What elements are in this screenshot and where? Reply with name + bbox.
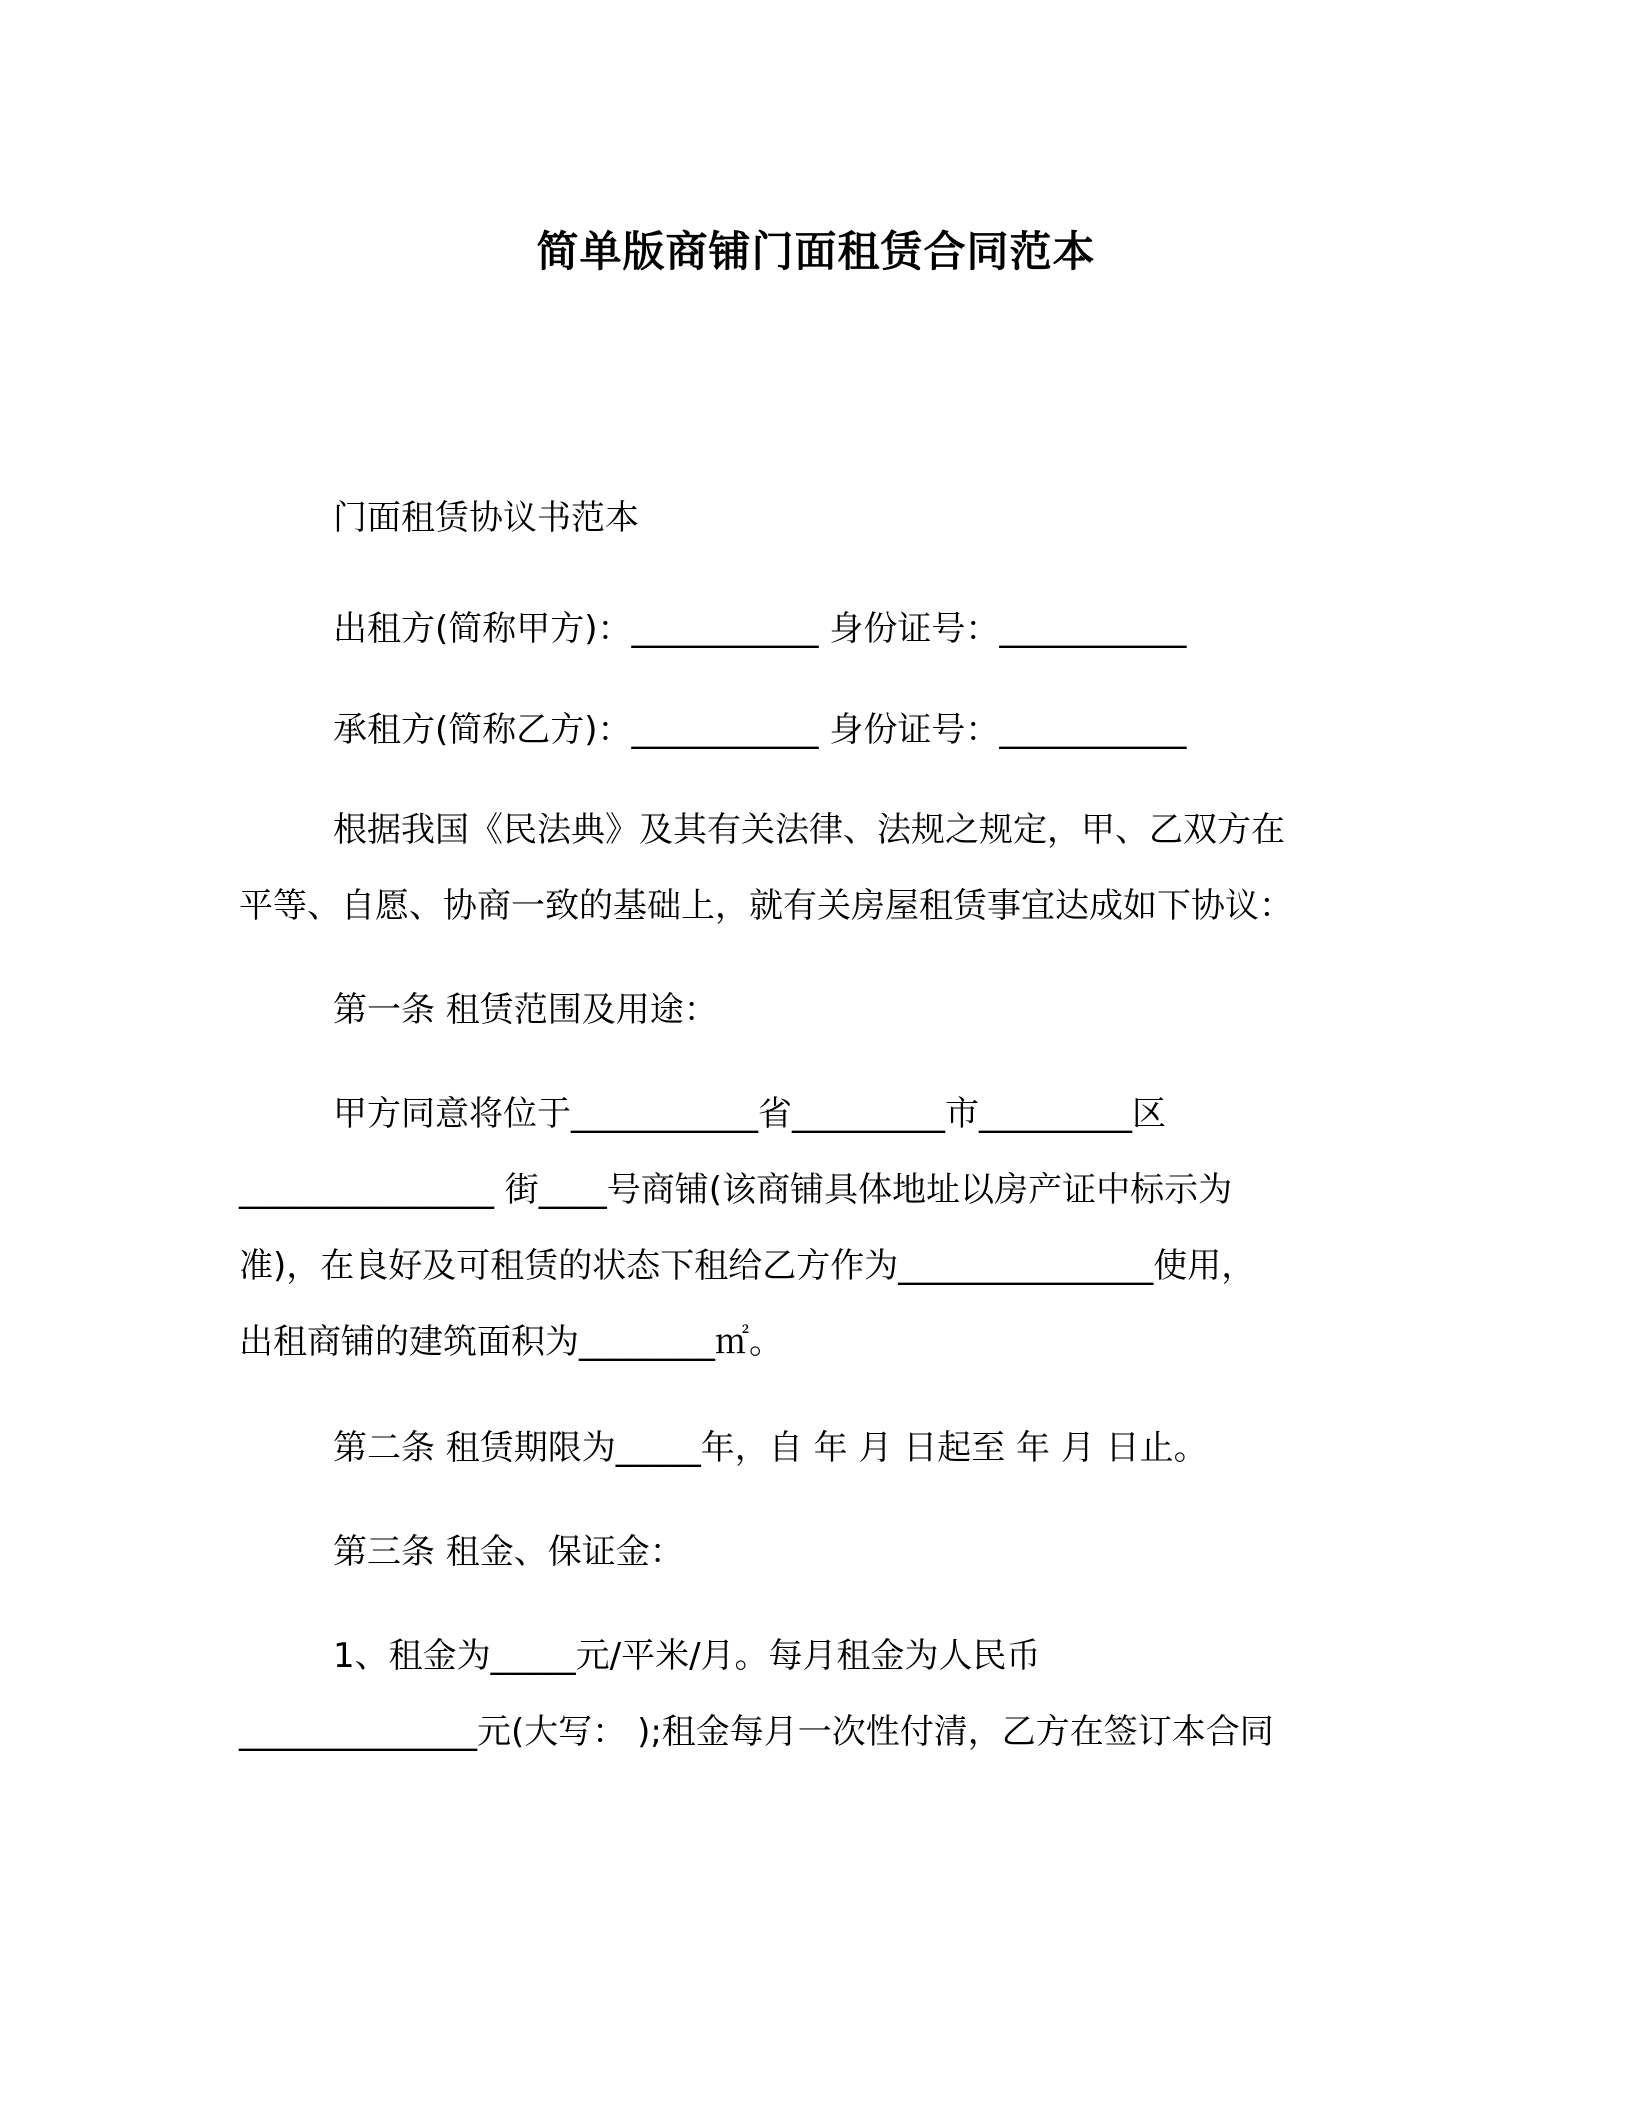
lessor-line: 出租方(简称甲方)：___________ 身份证号：___________ (333, 609, 1187, 649)
article-3-line-1: 1、租金为_____元/平米/月。每月租金为人民币 (333, 1636, 1041, 1676)
article-1-line-4: 出租商铺的建筑面积为________㎡。 (239, 1322, 783, 1362)
subtitle-line: 门面租赁协议书范本 (333, 498, 639, 538)
article-2-line: 第二条 租赁期限为_____年，自 年 月 日起至 年 月 日止。 (333, 1428, 1208, 1468)
preamble-line-2: 平等、自愿、协商一致的基础上，就有关房屋租赁事宜达成如下协议： (239, 886, 1293, 926)
document-title: 简单版商铺门面租赁合同范本 (536, 227, 1096, 276)
article-1-line-3: 准)，在良好及可租赁的状态下租给乙方作为_______________使用， (239, 1246, 1256, 1286)
preamble-line-1: 根据我国《民法典》及其有关法律、法规之规定，甲、乙双方在 (333, 810, 1285, 850)
lessee-line: 承租方(简称乙方)：___________ 身份证号：___________ (333, 710, 1187, 750)
article-1-heading: 第一条 租赁范围及用途： (333, 990, 718, 1030)
article-1-line-2: _______________ 街____号商铺(该商铺具体地址以房产证中标示为 (239, 1170, 1233, 1210)
article-3-heading: 第三条 租金、保证金： (333, 1532, 684, 1572)
article-1-line-1: 甲方同意将位于___________省_________市_________区 (333, 1094, 1166, 1134)
article-3-line-2: ______________元(大写： );租金每月一次性付清，乙方在签订本合同 (239, 1712, 1274, 1752)
